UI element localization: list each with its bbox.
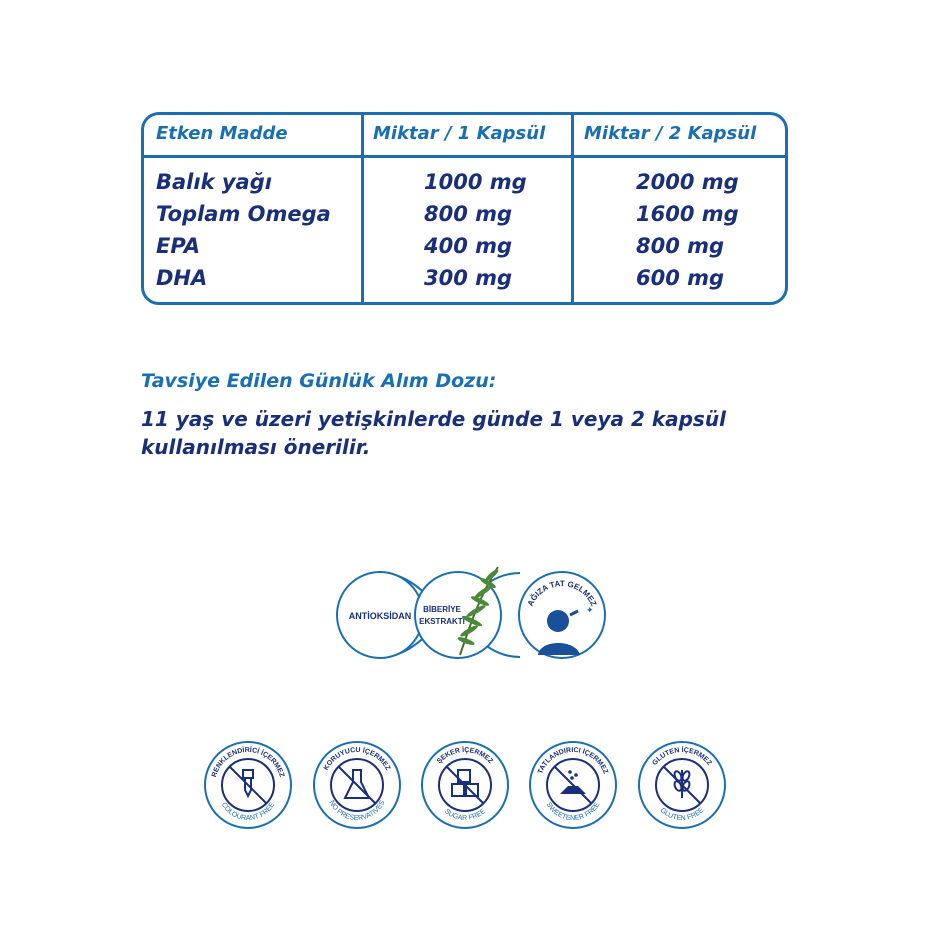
rosemary-label-1: BİBERİYE — [423, 605, 461, 614]
dosage-title: Tavsiye Edilen Günlük Alım Dozu: — [141, 370, 497, 392]
badge-bottom-label: GLUTEN FREE — [658, 806, 706, 823]
badge-top-label: ŞEKER İÇERMEZ — [436, 746, 494, 766]
sweetener-free-badge — [528, 740, 618, 830]
header-amount-2: Miktar / 2 Kapsül — [584, 123, 757, 144]
row-ingredient: Balık yağı — [156, 170, 272, 194]
badge-bottom-label: SWEETENER FREE — [544, 801, 602, 823]
column-divider — [361, 115, 364, 302]
no-aftertaste-badge — [519, 572, 605, 658]
ingredients-table — [141, 112, 788, 305]
badge-top-label: GLUTEN İÇERMEZ — [651, 746, 713, 767]
row-amount-1: 400 mg — [424, 234, 513, 258]
row-amount-1: 300 mg — [424, 266, 513, 290]
badge-top-label: KORUYUCU İÇERMEZ — [322, 746, 392, 772]
svg-text:GLUTEN FREE — [659, 807, 706, 822]
feature-badges — [330, 565, 610, 665]
svg-text:GLUTEN İÇERMEZ — [651, 746, 713, 767]
dropper-icon — [243, 770, 253, 796]
wheat-icon — [673, 770, 691, 798]
sweetener-spoon-icon — [560, 770, 586, 794]
sugar-free-badge — [420, 740, 510, 830]
badge-bottom-label: NO PRESERVATIVES — [327, 799, 387, 823]
row-amount-1: 1000 mg — [424, 170, 527, 194]
row-amount-2: 800 mg — [636, 234, 725, 258]
dosage-text: 11 yaş ve üzeri yetişkinlerde günde 1 veya 2 kapsül kullanılması önerilir. — [141, 407, 726, 459]
row-ingredient: EPA — [156, 234, 201, 258]
rosemary-label-2: EKSTRAKTI — [419, 617, 465, 626]
gluten-free-badge — [637, 740, 727, 830]
badge-bottom-label: COLOURANT FREE — [219, 801, 277, 823]
row-ingredient: DHA — [156, 266, 208, 290]
svg-text:ŞEKER İÇERMEZ — [436, 746, 494, 766]
row-amount-2: 2000 mg — [636, 170, 739, 194]
antioxidant-label: ANTİOKSİDAN — [348, 611, 412, 621]
sugar-cubes-icon — [452, 770, 478, 796]
row-ingredient: Toplam Omega — [156, 202, 331, 226]
header-amount-1: Miktar / 1 Kapsül — [373, 123, 546, 144]
row-amount-2: 1600 mg — [636, 202, 739, 226]
badge-top-label: TATLANDIRICI İÇERMEZ — [537, 746, 609, 775]
no-aftertaste-label: AĞIZA TAT GELMEZ — [525, 579, 599, 608]
header-divider — [144, 155, 785, 158]
badge-bottom-label: SUGAR FREE — [443, 807, 487, 823]
row-amount-1: 800 mg — [424, 202, 513, 226]
badge-top-label: RENKLENDİRİCİ İÇERMEZ — [210, 746, 286, 779]
no-preservatives-badge — [312, 740, 402, 830]
svg-text:SUGAR FREE — [443, 808, 487, 822]
rosemary-badge — [415, 567, 501, 658]
column-divider — [571, 115, 574, 302]
antioxidant-badge — [337, 572, 423, 658]
header-ingredient: Etken Madde — [156, 123, 288, 144]
colourant-free-badge — [203, 740, 293, 830]
sparkle-icon: ✦ — [586, 606, 594, 616]
row-amount-2: 600 mg — [636, 266, 725, 290]
